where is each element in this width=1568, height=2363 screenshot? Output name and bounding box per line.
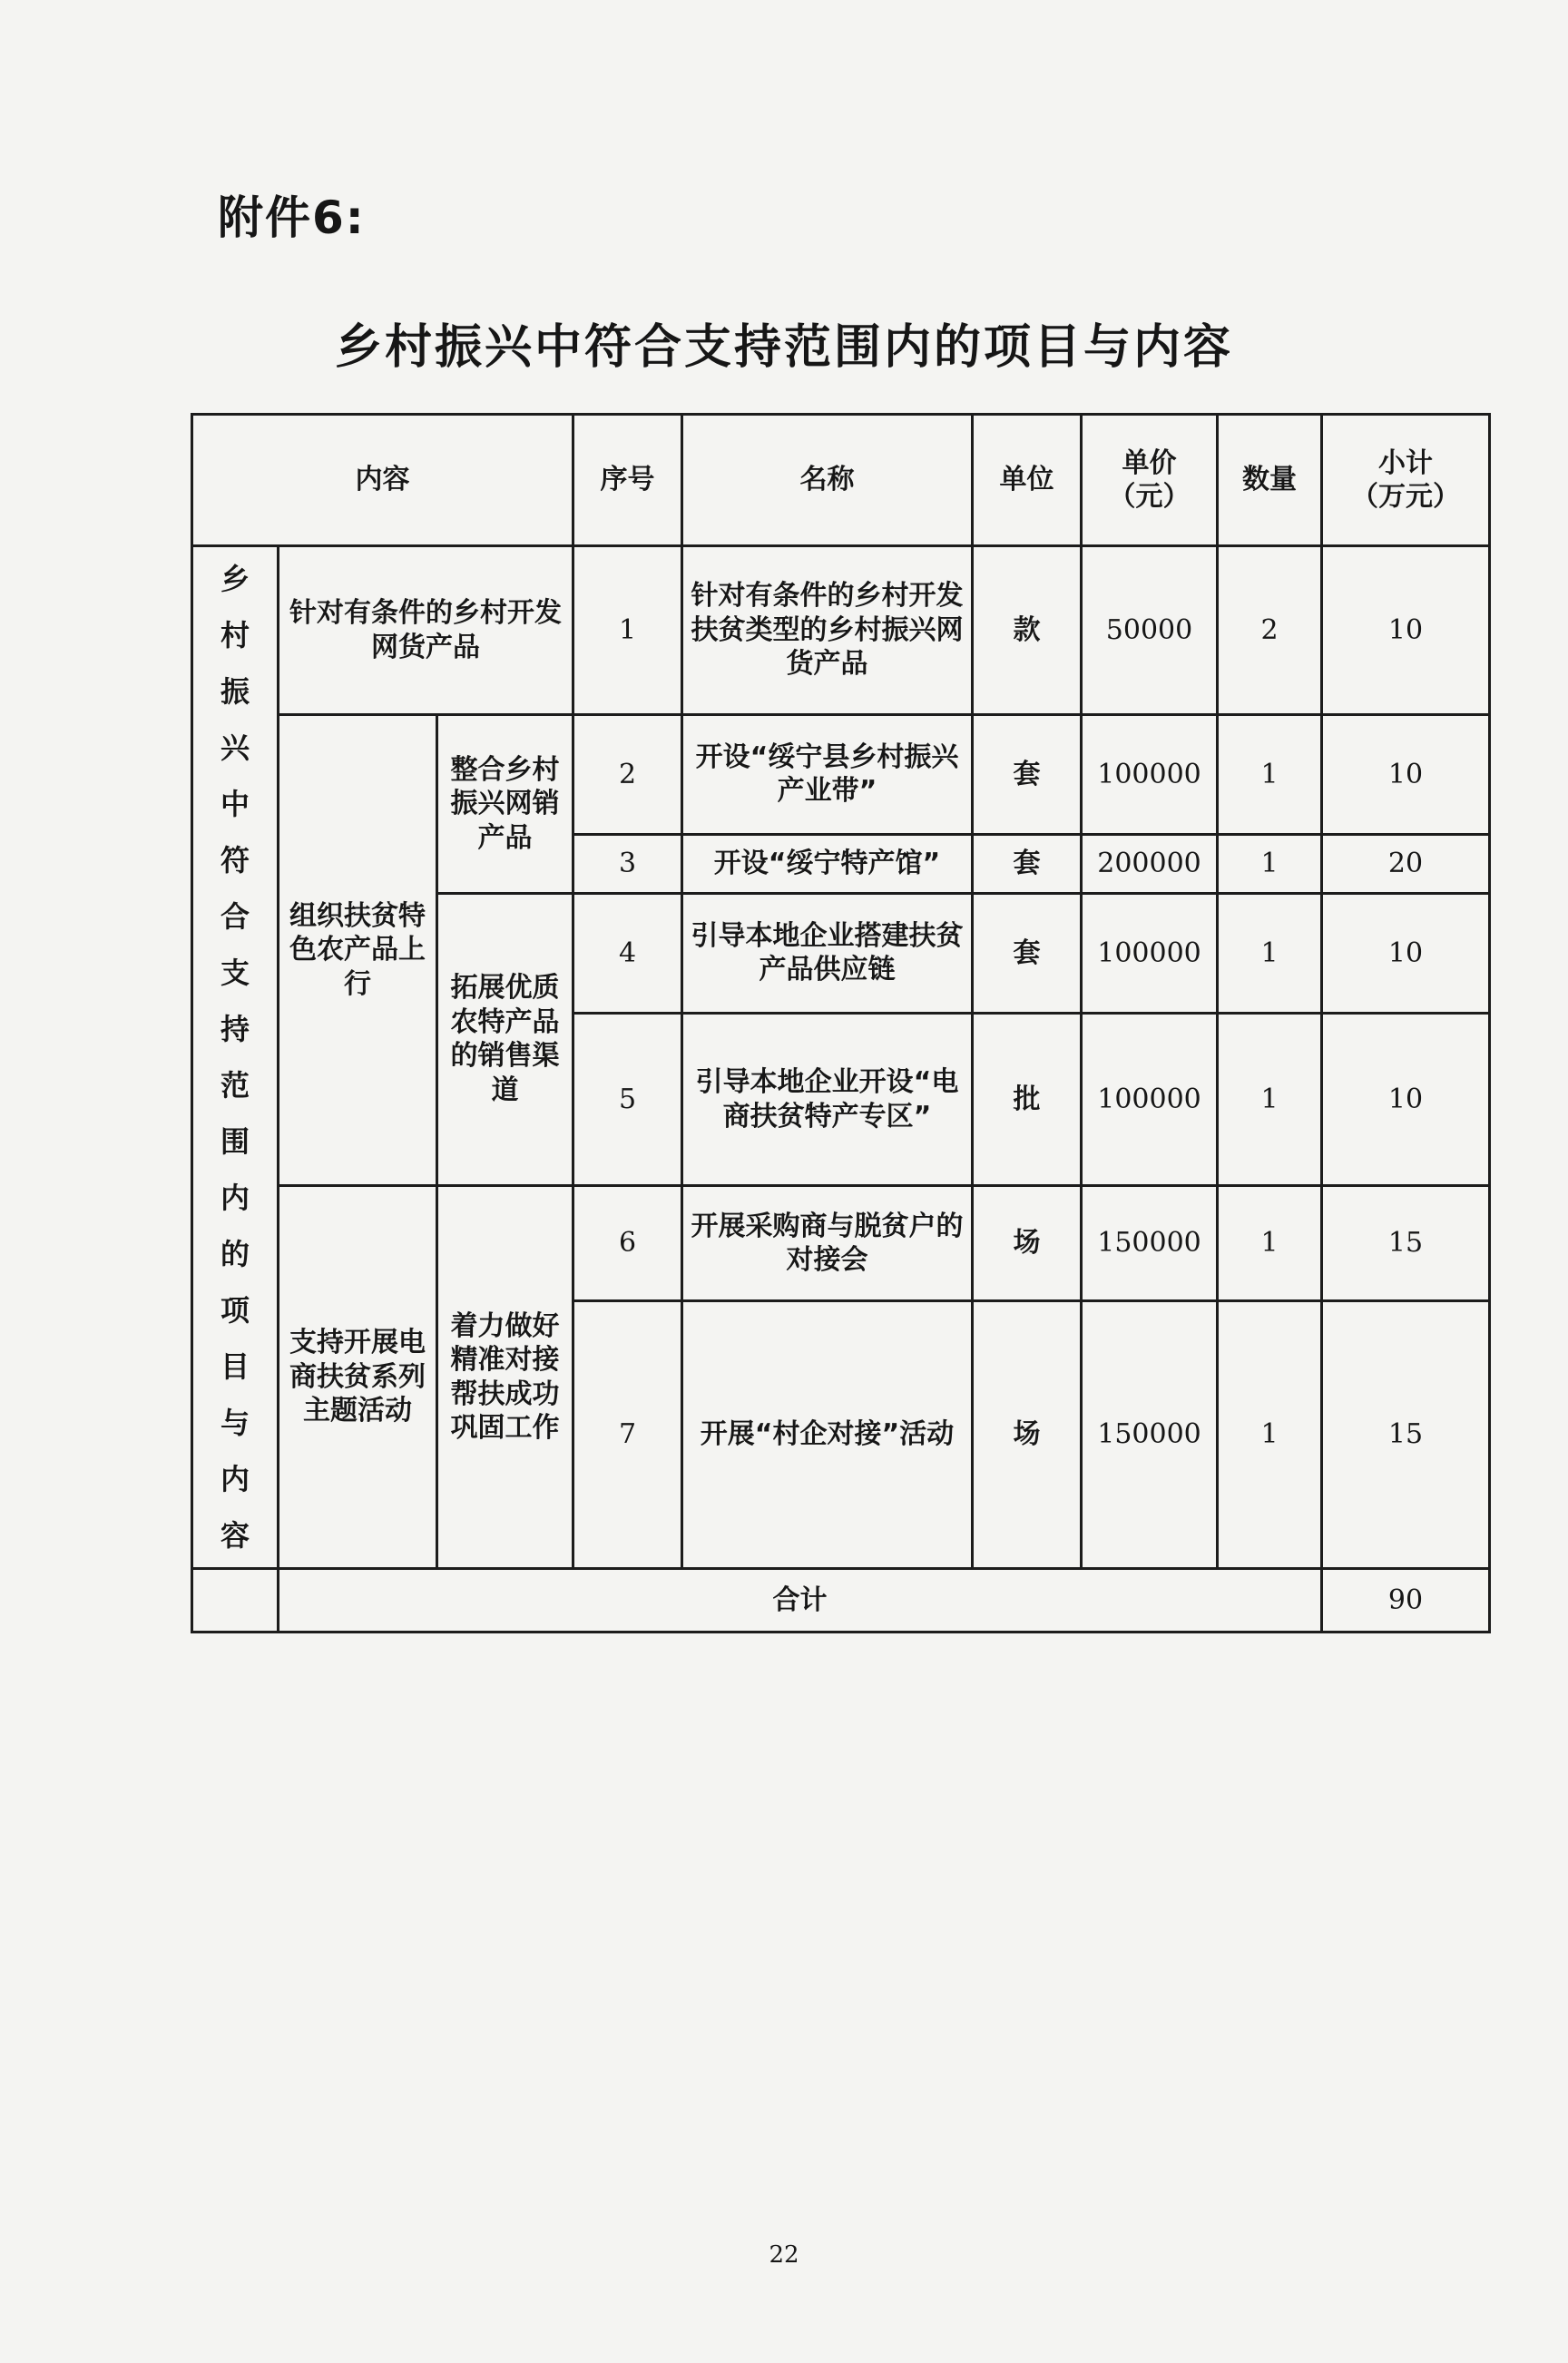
total-value: 90 — [1322, 1569, 1490, 1633]
row-6-price: 150000 — [1082, 1186, 1218, 1301]
header-name: 名称 — [682, 415, 973, 546]
row-5-price: 100000 — [1082, 1014, 1218, 1186]
row-4-price: 100000 — [1082, 893, 1218, 1014]
header-content: 内容 — [192, 415, 573, 546]
row-1-subtotal: 10 — [1322, 546, 1490, 715]
row-7-seq: 7 — [573, 1301, 682, 1569]
row-5-unit: 批 — [973, 1014, 1082, 1186]
row-5-qty: 1 — [1218, 1014, 1322, 1186]
header-qty: 数量 — [1218, 415, 1322, 546]
row-4-unit: 套 — [973, 893, 1082, 1014]
row-5-seq: 5 — [573, 1014, 682, 1186]
row-3-price: 200000 — [1082, 834, 1218, 893]
row-4-name: 引导本地企业搭建扶贫产品供应链 — [682, 893, 973, 1014]
project-table — [191, 413, 1491, 1633]
header-price-unit: （元） — [1108, 481, 1191, 513]
row-2-unit: 套 — [973, 715, 1082, 835]
document-title: 乡村振兴中符合支持范围内的项目与内容 — [334, 320, 1233, 375]
row-7-price: 150000 — [1082, 1301, 1218, 1569]
row-1-qty: 2 — [1218, 546, 1322, 715]
row-7-name: 开展“村企对接”活动 — [682, 1301, 973, 1569]
row-1-seq: 1 — [573, 546, 682, 715]
row-1-price: 50000 — [1082, 546, 1218, 715]
total-label: 合计 — [279, 1569, 1322, 1633]
group-1-cell: 针对有条件的乡村开发网货产品 — [279, 546, 573, 715]
total-blank-cell — [192, 1569, 279, 1633]
row-7-subtotal: 15 — [1322, 1301, 1490, 1569]
row-4-qty: 1 — [1218, 893, 1322, 1014]
header-subtotal — [1322, 415, 1490, 546]
header-price-label: 单价 — [1122, 446, 1177, 479]
row-6-subtotal: 15 — [1322, 1186, 1490, 1301]
group-3a-cell: 着力做好精准对接帮扶成功巩固工作 — [437, 1186, 573, 1569]
row-5-subtotal: 10 — [1322, 1014, 1490, 1186]
row-3-subtotal: 20 — [1322, 834, 1490, 893]
row-2-price: 100000 — [1082, 715, 1218, 835]
side-label-cell — [192, 546, 279, 1569]
table-row — [192, 546, 1490, 715]
row-6-name: 开展采购商与脱贫户的对接会 — [682, 1186, 973, 1301]
header-unit: 单位 — [973, 415, 1082, 546]
header-subtotal-unit: （万元） — [1351, 481, 1460, 513]
row-2-subtotal: 10 — [1322, 715, 1490, 835]
row-4-subtotal: 10 — [1322, 893, 1490, 1014]
row-2-name: 开设“绥宁县乡村振兴产业带” — [682, 715, 973, 835]
header-seq: 序号 — [573, 415, 682, 546]
table-row — [192, 715, 1490, 835]
row-6-seq: 6 — [573, 1186, 682, 1301]
table-row — [192, 1186, 1490, 1301]
row-1-name: 针对有条件的乡村开发扶贫类型的乡村振兴网货产品 — [682, 546, 973, 715]
row-3-name: 开设“绥宁特产馆” — [682, 834, 973, 893]
row-3-seq: 3 — [573, 834, 682, 893]
row-6-unit: 场 — [973, 1186, 1082, 1301]
group-2b-cell: 拓展优质农特产品的销售渠道 — [437, 893, 573, 1186]
row-7-qty: 1 — [1218, 1301, 1322, 1569]
group-3-cell: 支持开展电商扶贫系列主题活动 — [279, 1186, 437, 1569]
row-6-qty: 1 — [1218, 1186, 1322, 1301]
row-2-seq: 2 — [573, 715, 682, 835]
total-row — [192, 1569, 1490, 1633]
row-4-seq: 4 — [573, 893, 682, 1014]
row-2-qty: 1 — [1218, 715, 1322, 835]
row-1-unit: 款 — [973, 546, 1082, 715]
header-row — [192, 415, 1490, 546]
row-3-qty: 1 — [1218, 834, 1322, 893]
group-2a-cell: 整合乡村振兴网销产品 — [437, 715, 573, 894]
row-3-unit: 套 — [973, 834, 1082, 893]
page-number: 22 — [769, 2241, 799, 2269]
side-label: 乡村振兴中符合支持范围内的项目与内容 — [220, 562, 250, 1553]
header-price — [1082, 415, 1218, 546]
row-5-name: 引导本地企业开设“电商扶贫特产专区” — [682, 1014, 973, 1186]
header-subtotal-label: 小计 — [1378, 446, 1433, 479]
attachment-label: 附件6: — [218, 191, 366, 244]
row-7-unit: 场 — [973, 1301, 1082, 1569]
group-2-cell: 组织扶贫特色农产品上行 — [279, 715, 437, 1186]
